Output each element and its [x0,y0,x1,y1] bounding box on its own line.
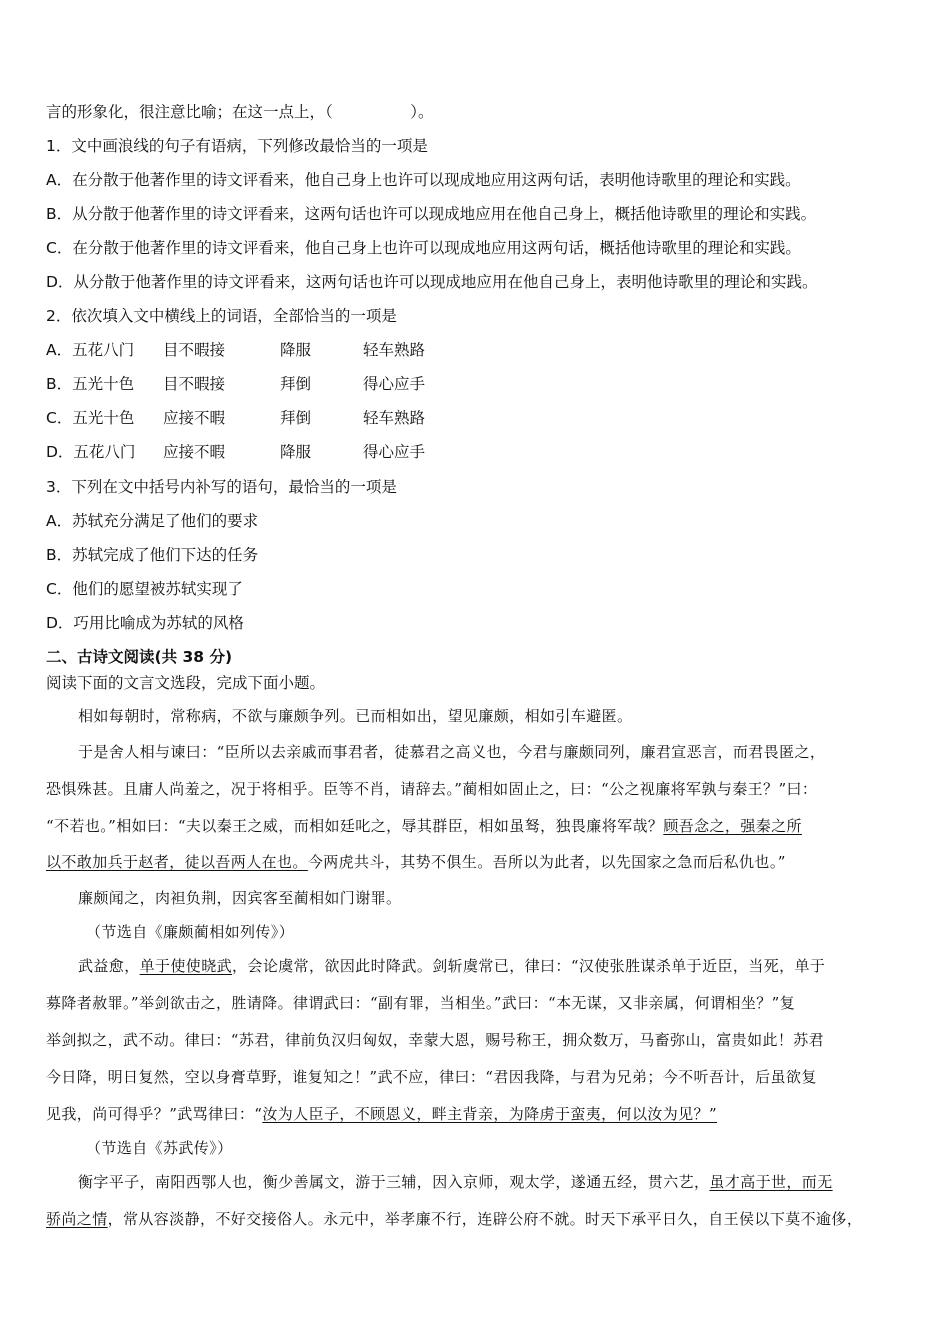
option-cell: C．五光十色 [46,409,135,427]
option-cell: 拜倒 [280,375,312,393]
passage-line: 于是舍人相与谏曰：“臣所以去亲戚而事君者，徒慕君之高义也，今君与廉颇同列，廉君宣恶言，而君畏匿之， [78,743,826,761]
underlined-sentence: 虽才高于世，而无 [709,1173,833,1191]
text-run: “不若也。”相如曰：“夫以秦王之威，而相如廷叱之，辱其群臣，相如虽驽，独畏廉将军哉？ [46,817,664,835]
underlined-sentence: 汝为人臣子，不顾恩义，畔主背亲，为降虏于蛮夷，何以汝为见？” [262,1105,718,1123]
text-run: 见我，尚可得乎？”武骂律曰：“ [46,1105,263,1123]
question-2-option-c [46,408,463,428]
passage-line [46,816,802,836]
passage-source: （节选自《苏武传》） [86,1139,233,1157]
option-cell: 目不暇接 [163,375,226,393]
question-3-option-b: B．苏轼完成了他们下达的任务 [46,546,259,564]
question-1-option-a: A．在分散于他著作里的诗文评看来，他自己身上也许可以现成地应用这两句话，表明他诗歌里的理论和实践。 [46,171,801,189]
question-1-option-b: B．从分散于他著作里的诗文评看来，这两句话也许可以现成地应用在他自己身上，概括他诗歌里的理论和实践。 [46,205,817,223]
option-cell: 轻车熟路 [363,409,426,427]
passage-line: 今日降，明日复然，空以身膏草野，谁复知之！”武不应，律曰：“君因我降，与君为兄弟；今不听吾计，后虽欲复 [46,1068,817,1086]
text-run: 衡字平子，南阳西鄂人也，衡少善属文，游于三辅，因入京师，观太学，遂通五经，贯六艺， [78,1173,710,1191]
underlined-sentence: 顾吾念之，强秦之所 [663,817,802,835]
text-run: 武益愈， [78,957,140,975]
question-3-option-d: D．巧用比喻成为苏轼的风格 [46,614,244,632]
option-cell: B．五光十色 [46,375,135,393]
option-cell: A．五花八门 [46,341,135,359]
text-line: 言的形象化，很注意比喻；在这一点上，（ ）。 [46,103,434,121]
question-3-option-c: C．他们的愿望被苏轼实现了 [46,580,243,598]
question-2-option-b [46,374,463,394]
question-3-option-a: A．苏轼充分满足了他们的要求 [46,512,259,530]
question-1-option-d: D．从分散于他著作里的诗文评看来，这两句话也许可以现成地应用在他自己身上，表明他诗歌里的理论和实践。 [46,273,818,291]
passage-line [78,956,825,976]
passage-line: 相如每朝时，常称病，不欲与廉颇争列。已而相如出，望见廉颇，相如引车避匿。 [78,707,633,725]
section-instruction: 阅读下面的文言文选段，完成下面小题。 [46,674,326,692]
question-1-option-c: C．在分散于他著作里的诗文评看来，他自己身上也许可以现成地应用这两句话，概括他诗歌里的理论和实践。 [46,239,801,257]
passage-line [46,852,786,872]
passage-line [46,1104,717,1124]
option-cell: 得心应手 [363,375,426,393]
question-2-option-d [46,442,463,462]
text-run: ，会论虞常，欲因此时降武。剑斩虞常已，律曰：“汉使张胜谋杀单于近臣，当死，单于 [232,957,826,975]
underlined-sentence: 以不敢加兵于赵者，徒以吾两人在也。 [46,853,308,871]
question-2: 2．依次填入文中横线上的词语，全部恰当的一项是 [46,307,397,325]
question-3: 3．下列在文中括号内补写的语句，最恰当的一项是 [46,478,397,496]
text-run: ，常从容淡静，不好交接俗人。永元中，举孝廉不行，连辟公府不就。时天下承平日久，自王侯以下莫不逾侈， [107,1210,863,1228]
question-1: 1．文中画浪线的句子有语病，下列修改最恰当的一项是 [46,137,428,155]
option-cell: 应接不暇 [163,409,226,427]
option-cell: 降服 [280,443,312,461]
question-2-option-a [46,340,463,360]
option-cell: 目不暇接 [163,341,226,359]
passage-line [46,1209,862,1229]
passage-line: 恐惧殊甚。且庸人尚羞之，况于将相乎。臣等不肖，请辞去。”蔺相如固止之，曰：“公之视廉将军孰与秦王？”曰： [46,780,818,798]
option-cell: 应接不暇 [163,443,226,461]
option-cell: D．五花八门 [46,443,136,461]
option-cell: 轻车熟路 [363,341,426,359]
passage-line: 募降者赦罪。”举剑欲击之，胜请降。律谓武曰：“副有罪，当相坐。”武曰：“本无谋，又非亲属，何谓相坐？”复 [46,994,796,1012]
text-run: 今两虎共斗，其势不俱生。吾所以为此者，以先国家之急而后私仇也。” [307,853,786,871]
section-heading: 二、古诗文阅读(共 38 分) [46,648,233,666]
underlined-phrase: 单于使使晓武 [139,957,233,975]
underlined-sentence: 骄尚之情 [46,1210,108,1228]
option-cell: 拜倒 [280,409,312,427]
passage-line: 举剑拟之，武不动。律曰：“苏君，律前负汉归匈奴，幸蒙大恩，赐号称王，拥众数万，马畜弥山，富贵如此！苏君 [46,1031,825,1049]
option-cell: 降服 [280,341,312,359]
passage-line [78,1172,833,1192]
passage-line: 廉颇闻之，肉袒负荆，因宾客至蔺相如门谢罪。 [78,889,402,907]
passage-source: （节选自《廉颇蔺相如列传》） [86,923,295,941]
option-cell: 得心应手 [363,443,426,461]
